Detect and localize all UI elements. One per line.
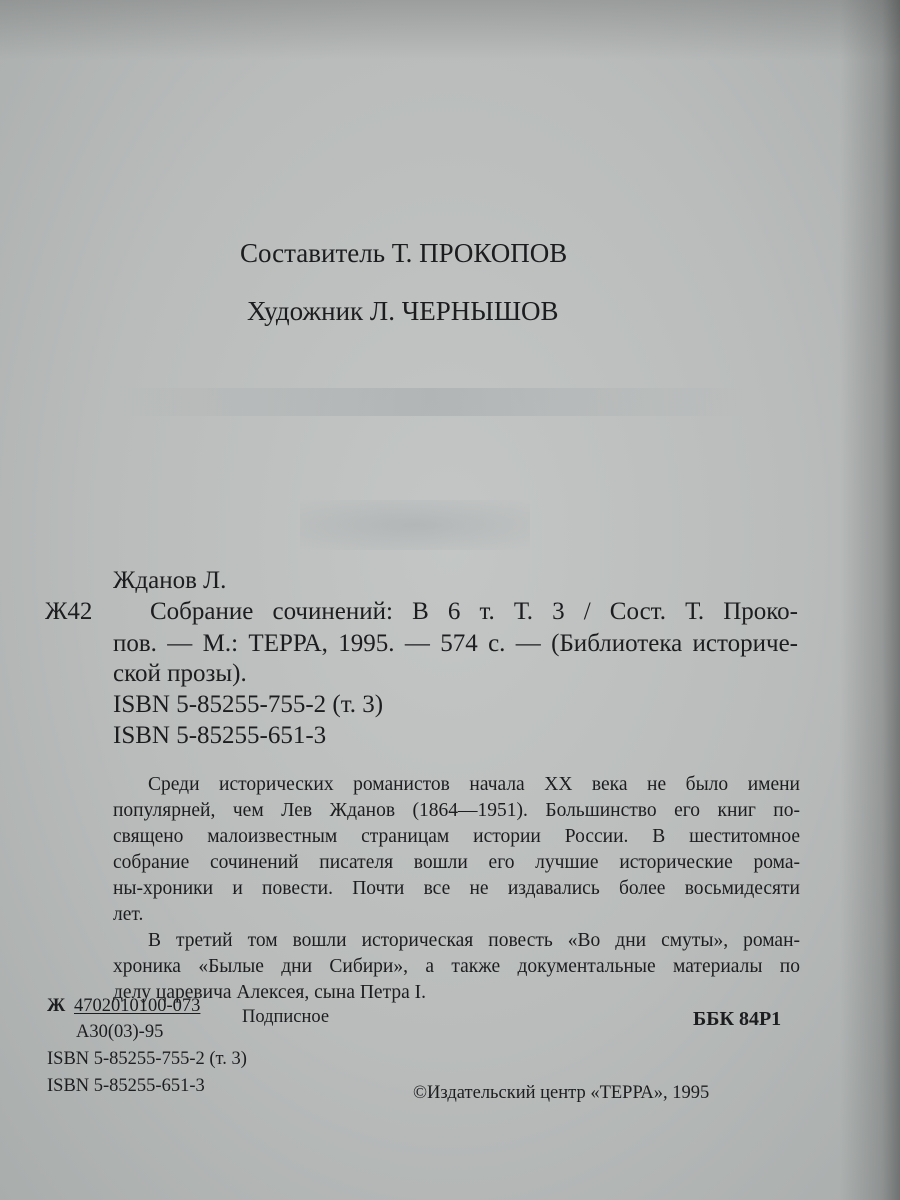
annotation-line: делу царевича Алексея, сына Петра I. xyxy=(113,982,426,1003)
catalog-author: Жданов Л. xyxy=(113,567,227,594)
imprint-isbn: ISBN 5-85255-651-3 xyxy=(47,1076,205,1096)
annotation-line: популярней, чем Лев Жданов (1864—1951). Большинство его книг по- xyxy=(113,800,800,821)
copyright-notice: ©Издательский центр «ТЕРРА», 1995 xyxy=(413,1083,710,1103)
imprint-code: А30(03)-95 xyxy=(76,1022,164,1042)
imprint-subscription: Подписное xyxy=(242,1007,330,1027)
show-through-text xyxy=(300,500,530,550)
annotation-line: Среди исторических романистов начала XX века не было имени xyxy=(148,774,800,795)
annotation-line: собрание сочинений писателя вошли его лучшие исторические рома- xyxy=(113,852,800,873)
page-top-shadow xyxy=(0,0,900,60)
artist-credit: Художник Л. ЧЕРНЫШОВ xyxy=(247,296,559,326)
compiler-credit: Составитель Т. ПРОКОПОВ xyxy=(240,238,568,268)
imprint-letter: Ж xyxy=(47,996,66,1016)
annotation-line: хроника «Былые дни Сибири», а также документальные материалы по xyxy=(113,956,800,977)
catalog-isbn: ISBN 5-85255-651-3 xyxy=(113,722,327,749)
annotation-line: ны-хроники и повести. Почти все не издавались более восьмидесяти xyxy=(113,878,800,899)
imprint-number: 4702010100-073 xyxy=(74,996,201,1016)
page-spine-shadow xyxy=(840,0,900,1200)
imprint-bbk: ББК 84Р1 xyxy=(693,1008,782,1030)
catalog-description-line: ской прозы). xyxy=(113,660,247,687)
catalog-description-line: пов. — М.: ТЕРРА, 1995. — 574 с. — (Библиотека историче- xyxy=(113,630,798,657)
annotation-line: лет. xyxy=(113,904,144,925)
annotation-line: священо малоизвестным страницам истории России. В шеститомное xyxy=(113,826,800,847)
catalog-code: Ж42 xyxy=(45,598,93,625)
show-through-text xyxy=(110,388,750,416)
catalog-isbn: ISBN 5-85255-755-2 (т. 3) xyxy=(113,691,384,718)
catalog-description-line: Собрание сочинений: В 6 т. Т. 3 / Сост. Т. Проко- xyxy=(150,598,798,625)
imprint-isbn: ISBN 5-85255-755-2 (т. 3) xyxy=(47,1049,247,1069)
annotation-line: В третий том вошли историческая повесть «Во дни смуты», роман- xyxy=(148,930,800,951)
